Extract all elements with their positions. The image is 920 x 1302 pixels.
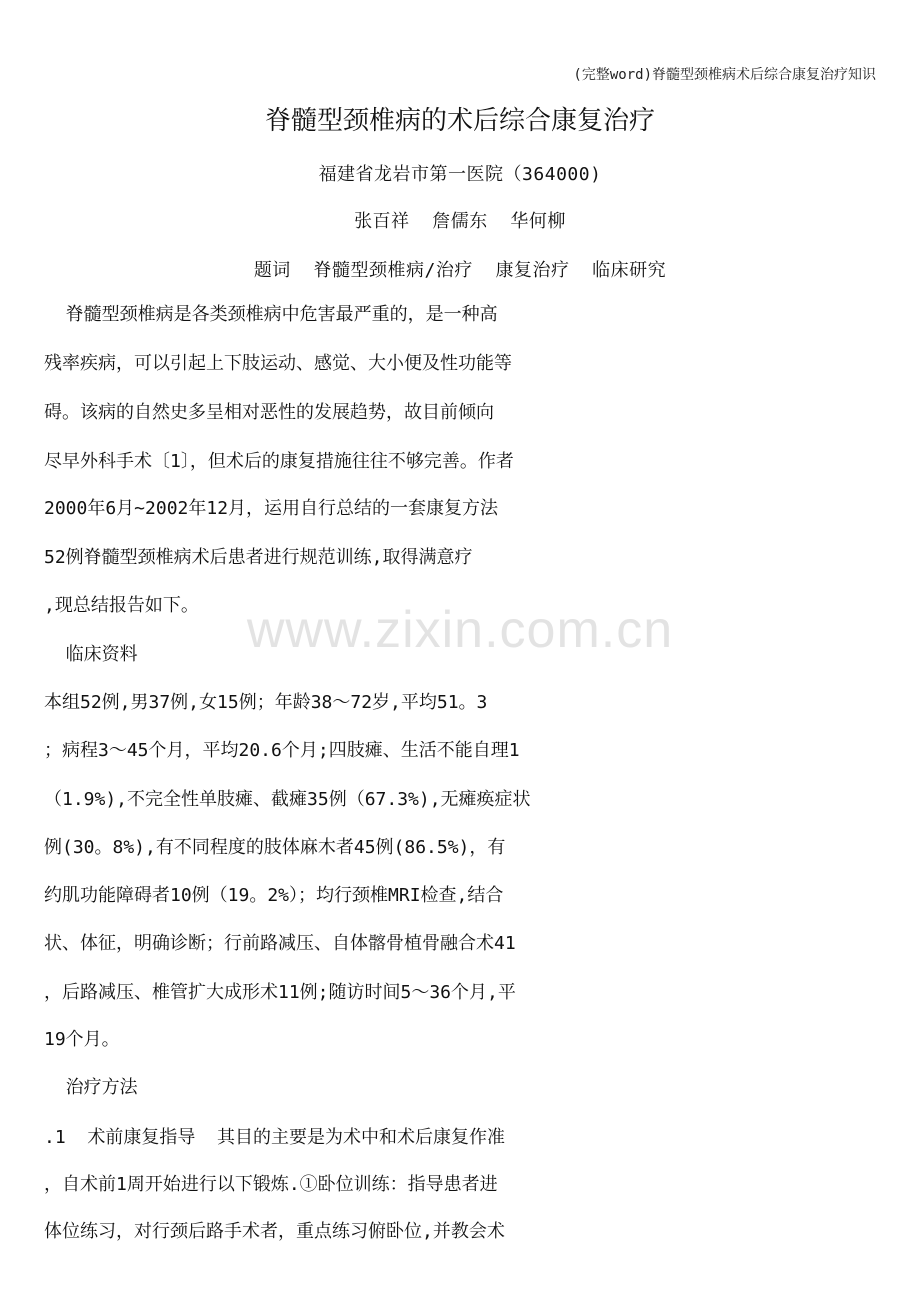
body-line: ,现总结报告如下。	[44, 595, 199, 616]
header-note: (完整word)脊髓型颈椎病术后综合康复治疗知识	[573, 67, 876, 83]
body-line: 脊髓型颈椎病是各类颈椎病中危害最严重的，是一种高	[44, 304, 498, 325]
body-line: 本组52例,男37例,女15例；年龄38～72岁,平均51。3	[44, 692, 488, 713]
section-heading: 临床资料	[44, 644, 138, 665]
affiliation: 福建省龙岩市第一医院（364000)	[318, 164, 602, 185]
body-line: 52例脊髓型颈椎病术后患者进行规范训练,取得满意疗	[44, 547, 473, 568]
page-title: 脊髓型颈椎病的术后综合康复治疗	[264, 106, 655, 136]
body-line: ；病程3～45个月，平均20.6个月;四肢瘫、生活不能自理1	[44, 740, 520, 761]
body-line: 2000年6月~2002年12月，运用自行总结的一套康复方法	[44, 498, 499, 519]
body-line: ，后路减压、椎管扩大成形术11例;随访时间5～36个月,平	[44, 982, 516, 1003]
body-line: ，自术前1周开始进行以下锻炼.①卧位训练：指导患者进	[44, 1174, 498, 1195]
body-line: 状、体征，明确诊断；行前路减压、自体髂骨植骨融合术41	[44, 933, 516, 954]
body-line: 残率疾病，可以引起上下肢运动、感觉、大小便及性功能等	[44, 353, 512, 374]
body-line: 19个月。	[44, 1029, 120, 1050]
section-heading: 治疗方法	[44, 1077, 138, 1098]
body-line: 约肌功能障碍者10例（19。2%）；均行颈椎MRI检查,结合	[44, 885, 504, 906]
body-line: .1 术前康复指导 其目的主要是为术中和术后康复作准	[44, 1127, 506, 1148]
watermark: www.zixin.com.cn	[246, 601, 674, 659]
keywords: 题词 脊髓型颈椎病/治疗 康复治疗 临床研究	[253, 260, 667, 281]
authors: 张百祥 詹儒东 华何柳	[354, 211, 566, 232]
body-line: 尽早外科手术〔1〕，但术后的康复措施往往不够完善。作者	[44, 451, 514, 472]
body-line: 碍。该病的自然史多呈相对恶性的发展趋势，故目前倾向	[44, 402, 494, 423]
body-line: （1.9%),不完全性单肢瘫、截瘫35例（67.3%),无瘫痪症状	[44, 789, 531, 810]
body-line: 例(30。8%),有不同程度的肢体麻木者45例(86.5%)，有	[44, 837, 506, 858]
body-line: 体位练习，对行颈后路手术者，重点练习俯卧位,并教会术	[44, 1221, 505, 1242]
